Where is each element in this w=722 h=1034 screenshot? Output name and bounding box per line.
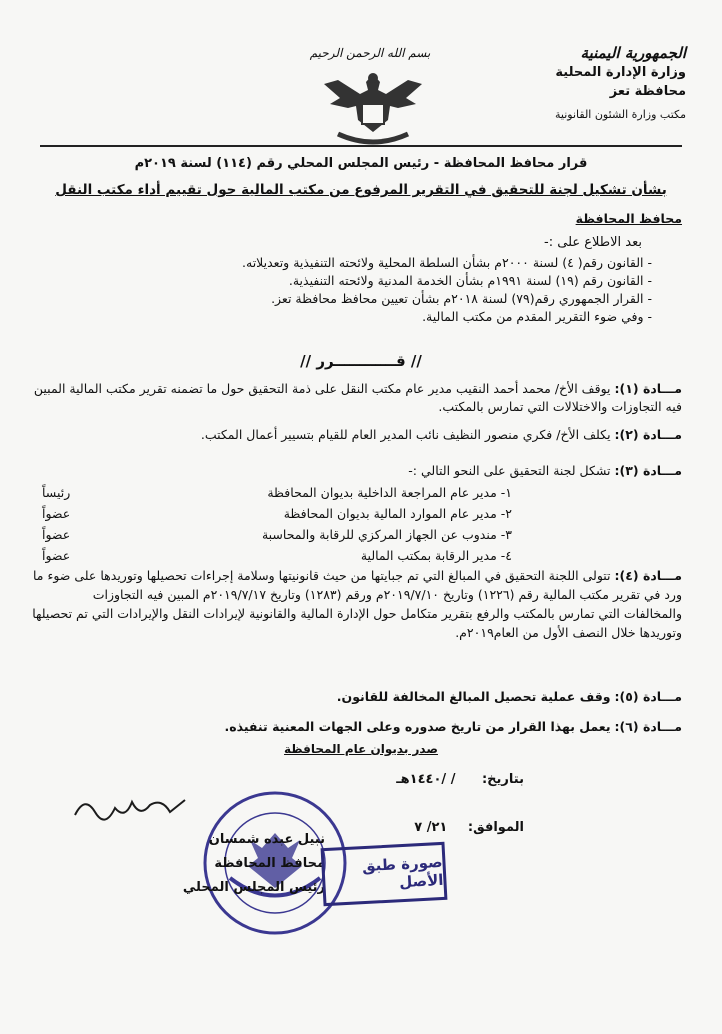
article-label: مـــادة (١):: [614, 381, 682, 396]
committee-role: عضواً: [42, 527, 71, 542]
reference-item: - القرار الجمهوري رقم(٧٩) لسنة ٢٠١٨م بشأن تعيين محافظ محافظة تعز.: [271, 291, 652, 306]
committee-member: ١- مدير عام المراجعة الداخلية بديوان المحافظة: [267, 485, 512, 500]
article-label: مـــادة (٢):: [614, 427, 682, 442]
article-5: [32, 688, 682, 706]
article-text: تشكل لجنة التحقيق على النحو التالي :-: [408, 463, 611, 478]
references-list: [32, 254, 682, 326]
article-label: مـــادة (٦):: [614, 719, 682, 734]
committee-member: ٣- مندوب عن الجهاز المركزي للرقابة والمحاسبة: [261, 527, 512, 542]
signer-title-2: رئيس المجلس المحلي: [182, 880, 325, 895]
date-label: بتاريخ:: [481, 772, 524, 787]
decree-title: قرار محافظ المحافظة - رئيس المجلس المحلي رقم (١١٤) لسنة ٢٠١٩م: [134, 156, 588, 171]
date-value: ٢١/ ٧: [414, 820, 448, 835]
issuer-heading: محافظ المحافظة: [575, 211, 682, 226]
header-divider: [40, 145, 682, 147]
signer-title: محافظ المحافظة: [214, 856, 325, 871]
table-row: [42, 482, 512, 503]
committee-role: عضواً: [42, 506, 71, 521]
article-label: مـــادة (٣):: [614, 463, 682, 478]
true-copy-stamp: صورة طبق الأصل: [321, 842, 448, 906]
eagle-emblem-icon: [318, 60, 428, 152]
republic-name: الجمهورية اليمنية: [580, 44, 686, 62]
date-hijri: [396, 772, 524, 787]
signature-block: [85, 828, 325, 900]
decree-subject: بشأن تشكيل لجنة للتحقيق في التقرير المرفوع من مكتب المالية حول تقييم أداء مكتب النقل: [55, 182, 667, 198]
table-row: [42, 524, 512, 545]
reference-item: - القانون رقم( ٤) لسنة ٢٠٠٠م بشأن السلطة المحلية ولائحته التنفيذية وتعديلاته.: [242, 255, 652, 270]
article-text: يوقف الأخ/ محمد أحمد النقيب مدير عام مكتب النقل على ذمة التحقيق حول ما تضمنه تقرير مكتب المالية المبين فيه التجاوزات والاختلالات التي تمارس بالمكتب.: [33, 381, 682, 414]
governorate-name: محافظة تعز: [609, 84, 686, 99]
issued-at: صدر بديوان عام المحافظة: [284, 742, 438, 756]
date-label: الموافق:: [467, 820, 524, 835]
reference-item: - القانون رقم (١٩) لسنة ١٩٩١م بشأن الخدمة المدنية ولائحته التنفيذية.: [288, 273, 652, 288]
committee-member: ٤- مدير الرقابة بمكتب المالية: [360, 548, 512, 563]
date-value: / /١٤٤٠هـ: [396, 772, 456, 787]
article-label: مـــادة (٤):: [614, 568, 682, 583]
article-text: تتولى اللجنة التحقيق في المبالغ التي تم جبايتها من حيث قانونيتها وسلامة إجراءات تحصيلها وتوريدها على ضوء ما ورد في تقرير مكتب المالية رقم (١٢٢٦) وتاريخ ٢٠١٩/٧/١٠م ورقم (١٢٨٣) وتاريخ ٢٠١٩/٧/١٧م المبين فيه التجاوزات والمخالفات التي تمارس بالمكتب والرفع بتقرير متكامل حول الإدارة المالية والقانونية لإيرادات النقل والإيرادات التي تم تحصيلها وتوريدها خلال النصف الأول من العام٢٠١٩م.: [32, 568, 682, 640]
ministry-name: وزارة الإدارة المحلية: [555, 65, 686, 80]
decides-heading: // قــــــــــــرر //: [300, 352, 422, 370]
signer-name: نبيل عبده شمسان: [208, 832, 325, 847]
handwritten-signature: [70, 790, 190, 830]
date-gregorian: [414, 820, 524, 835]
article-6: [32, 718, 682, 736]
office-name: مكتب وزارة الشئون القانونية: [555, 108, 686, 121]
reference-item: - وفي ضوء التقرير المقدم من مكتب المالية.: [422, 309, 652, 324]
committee-role: عضواً: [42, 548, 71, 563]
article-text: يعمل بهذا القرار من تاريخ صدوره وعلى الجهات المعنية تنفيذه.: [224, 719, 611, 734]
basmala: بسم الله الرحمن الرحيم: [309, 46, 431, 60]
article-4: [32, 566, 682, 642]
article-2: [32, 426, 682, 444]
article-1: [32, 380, 682, 416]
after-review: بعد الاطلاع على :-: [544, 235, 642, 250]
committee-role: رئيساً: [42, 485, 71, 500]
table-row: [42, 503, 512, 524]
committee-member: ٢- مدير عام الموارد المالية بديوان المحافظة: [283, 506, 512, 521]
article-3: [32, 462, 682, 480]
article-text: وقف عملية تحصيل المبالغ المخالفة للقانون.: [336, 689, 611, 704]
article-label: مـــادة (٥):: [614, 689, 682, 704]
table-row: [42, 545, 512, 566]
letterhead: [555, 44, 686, 124]
committee-table: [42, 482, 512, 566]
article-text: يكلف الأخ/ فكري منصور النظيف نائب المدير العام للقيام بتسيير أعمال المكتب.: [200, 427, 611, 442]
